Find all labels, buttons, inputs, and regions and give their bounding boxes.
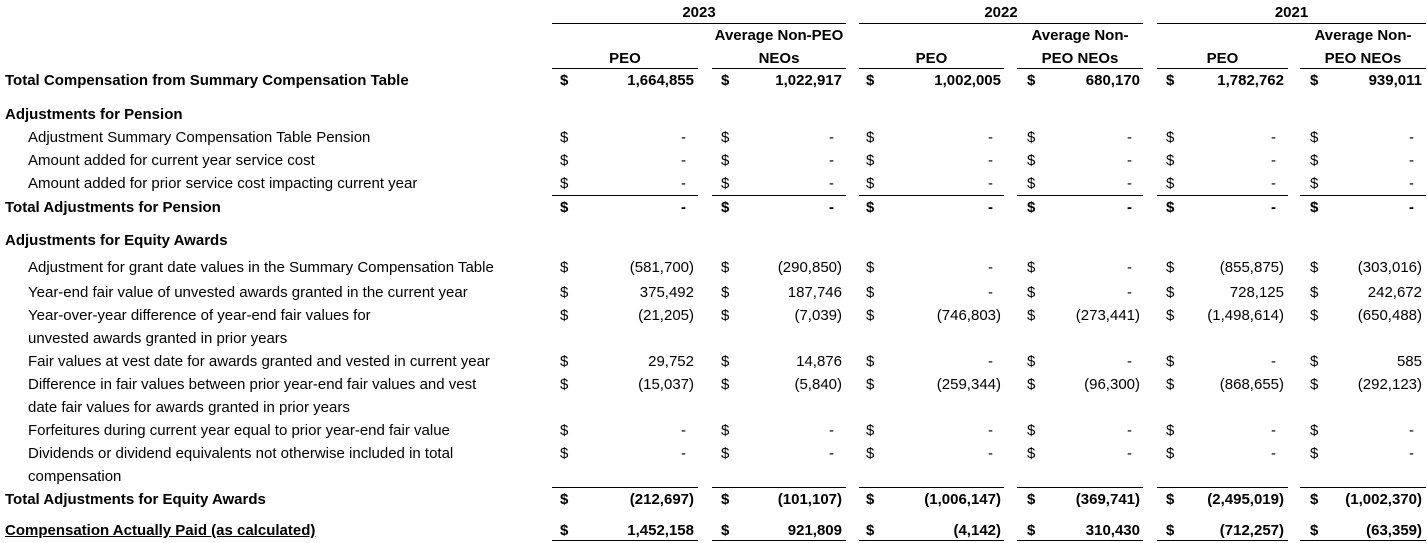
dollar-sign: $	[1310, 129, 1319, 146]
amount-cell: -	[1271, 175, 1276, 192]
dollar-sign: $	[721, 445, 730, 462]
column-underline	[552, 540, 698, 541]
amount-cell: (101,107)	[777, 491, 842, 508]
dollar-sign: $	[560, 152, 569, 169]
dollar-sign: $	[1166, 152, 1175, 169]
year-header-rule	[859, 23, 1143, 24]
amount-cell: -	[988, 152, 993, 169]
column-underline	[859, 540, 1004, 541]
dollar-sign: $	[1310, 175, 1319, 192]
column-underline	[712, 540, 846, 541]
row-label: Adjustments for Equity Awards	[5, 232, 228, 249]
dollar-sign: $	[721, 353, 730, 370]
amount-cell: -	[681, 175, 686, 192]
amount-cell: -	[1127, 353, 1132, 370]
dollar-sign: $	[866, 491, 875, 508]
amount-cell: 939,011	[1368, 72, 1422, 89]
dollar-sign: $	[1027, 353, 1036, 370]
dollar-sign: $	[1310, 491, 1319, 508]
dollar-sign: $	[560, 72, 569, 89]
row-label: Fair values at vest date for awards granted and vested in current year	[28, 353, 490, 370]
amount-cell: -	[1271, 129, 1276, 146]
dollar-sign: $	[866, 522, 875, 539]
dollar-sign: $	[1166, 199, 1175, 216]
row-label: Total Compensation from Summary Compensation Table	[5, 72, 409, 89]
amount-cell: 1,002,005	[934, 72, 1001, 89]
dollar-sign: $	[560, 129, 569, 146]
amount-cell: -	[1127, 445, 1132, 462]
dollar-sign: $	[866, 422, 875, 439]
amount-cell: -	[988, 422, 993, 439]
amount-cell: (4,142)	[953, 522, 1001, 539]
row-label: Adjustment Summary Compensation Table Pension	[28, 129, 371, 146]
neo-column-header-line1: Average Non-	[1031, 27, 1129, 44]
amount-cell: (746,803)	[936, 307, 1001, 324]
dollar-sign: $	[1027, 284, 1036, 301]
amount-cell: 680,170	[1085, 72, 1140, 89]
amount-cell: -	[829, 175, 834, 192]
dollar-sign: $	[721, 522, 730, 539]
dollar-sign: $	[1166, 491, 1175, 508]
column-rule	[712, 195, 846, 196]
column-rule	[1300, 487, 1426, 488]
dollar-sign: $	[1027, 175, 1036, 192]
row-label: Year-over-year difference of year-end fair values for	[28, 307, 371, 324]
dollar-sign: $	[721, 422, 730, 439]
column-rule	[712, 487, 846, 488]
dollar-sign: $	[1027, 522, 1036, 539]
row-label: Total Adjustments for Pension	[5, 199, 221, 216]
year-header: 2023	[682, 4, 716, 21]
column-rule	[859, 487, 1004, 488]
row-label: Difference in fair values between prior year-end fair values and vest	[28, 376, 477, 393]
dollar-sign: $	[560, 284, 569, 301]
row-label: Dividends or dividend equivalents not otherwise included in total	[28, 445, 454, 462]
peo-column-header: PEO	[915, 50, 948, 67]
year-header: 2021	[1274, 4, 1309, 21]
dollar-sign: $	[1166, 445, 1175, 462]
amount-cell: 14,876	[796, 353, 842, 370]
amount-cell: -	[829, 152, 834, 169]
dollar-sign: $	[721, 376, 730, 393]
amount-cell: -	[681, 445, 686, 462]
column-rule	[552, 487, 698, 488]
dollar-sign: $	[1310, 152, 1319, 169]
amount-cell: 1,022,917	[775, 72, 842, 89]
column-rule	[859, 68, 1004, 69]
amount-cell: -	[1127, 152, 1132, 169]
dollar-sign: $	[866, 199, 875, 216]
dollar-sign: $	[1027, 491, 1036, 508]
amount-cell: (273,441)	[1075, 307, 1140, 324]
dollar-sign: $	[721, 259, 730, 276]
amount-cell: (1,002,370)	[1345, 491, 1422, 508]
dollar-sign: $	[866, 445, 875, 462]
amount-cell: -	[1409, 422, 1414, 439]
row-label: Total Adjustments for Equity Awards	[5, 491, 266, 508]
amount-cell: -	[829, 445, 834, 462]
amount-cell: (292,123)	[1357, 376, 1422, 393]
amount-cell: -	[1127, 422, 1132, 439]
column-rule	[552, 68, 698, 69]
dollar-sign: $	[1027, 422, 1036, 439]
dollar-sign: $	[560, 491, 569, 508]
column-underline	[1017, 540, 1143, 541]
amount-cell: (290,850)	[777, 259, 842, 276]
amount-cell: 585	[1396, 353, 1422, 370]
year-header-rule	[552, 23, 846, 24]
dollar-sign: $	[1310, 522, 1319, 539]
row-label: Adjustments for Pension	[5, 106, 183, 123]
dollar-sign: $	[1166, 353, 1175, 370]
dollar-sign: $	[1027, 72, 1036, 89]
amount-cell: (15,037)	[638, 376, 694, 393]
dollar-sign: $	[1027, 152, 1036, 169]
dollar-sign: $	[721, 284, 730, 301]
amount-cell: -	[1409, 129, 1414, 146]
dollar-sign: $	[866, 284, 875, 301]
amount-cell: (2,495,019)	[1207, 491, 1284, 508]
amount-cell: 1,664,855	[627, 72, 694, 89]
dollar-sign: $	[721, 129, 730, 146]
peo-column-header: PEO	[609, 50, 641, 67]
dollar-sign: $	[1310, 422, 1319, 439]
amount-cell: -	[1271, 152, 1276, 169]
amount-cell: -	[681, 422, 686, 439]
amount-cell: (21,205)	[638, 307, 694, 324]
dollar-sign: $	[1310, 72, 1319, 89]
dollar-sign: $	[721, 199, 730, 216]
column-rule	[1300, 68, 1426, 69]
dollar-sign: $	[1310, 199, 1319, 216]
amount-cell: -	[829, 199, 834, 216]
amount-cell: (855,875)	[1219, 259, 1284, 276]
amount-cell: 29,752	[648, 353, 694, 370]
column-rule	[1017, 68, 1143, 69]
amount-cell: 1,452,158	[627, 522, 694, 539]
amount-cell: (581,700)	[629, 259, 694, 276]
amount-cell: -	[1127, 175, 1132, 192]
amount-cell: -	[1409, 199, 1414, 216]
amount-cell: -	[988, 129, 993, 146]
amount-cell: (650,488)	[1357, 307, 1422, 324]
amount-cell: (96,300)	[1084, 376, 1140, 393]
amount-cell: (868,655)	[1219, 376, 1284, 393]
dollar-sign: $	[1027, 199, 1036, 216]
peo-column-header: PEO	[1206, 50, 1239, 67]
dollar-sign: $	[866, 259, 875, 276]
dollar-sign: $	[1027, 445, 1036, 462]
dollar-sign: $	[1310, 376, 1319, 393]
column-rule	[1017, 195, 1143, 196]
amount-cell: 728,125	[1229, 284, 1284, 301]
amount-cell: -	[1271, 445, 1276, 462]
amount-cell: 921,809	[787, 522, 842, 539]
amount-cell: -	[988, 284, 993, 301]
dollar-sign: $	[866, 72, 875, 89]
dollar-sign: $	[1027, 307, 1036, 324]
dollar-sign: $	[1310, 307, 1319, 324]
amount-cell: (259,344)	[936, 376, 1001, 393]
column-rule	[859, 195, 1004, 196]
column-rule	[1157, 487, 1288, 488]
amount-cell: 375,492	[639, 284, 694, 301]
amount-cell: 310,430	[1085, 522, 1140, 539]
amount-cell: 1,782,762	[1217, 72, 1284, 89]
amount-cell: (712,257)	[1219, 522, 1284, 539]
amount-cell: -	[1271, 199, 1276, 216]
amount-cell: -	[1271, 353, 1276, 370]
amount-cell: -	[1271, 422, 1276, 439]
column-rule	[1157, 68, 1288, 69]
row-label: Year-end fair value of unvested awards granted in the current year	[28, 284, 468, 301]
amount-cell: (369,741)	[1075, 491, 1140, 508]
dollar-sign: $	[1166, 284, 1175, 301]
amount-cell: (303,016)	[1357, 259, 1422, 276]
row-label: Amount added for prior service cost impacting current year	[28, 175, 418, 192]
amount-cell: -	[1127, 259, 1132, 276]
dollar-sign: $	[1166, 175, 1175, 192]
dollar-sign: $	[721, 307, 730, 324]
amount-cell: (1,498,614)	[1207, 307, 1284, 324]
dollar-sign: $	[721, 152, 730, 169]
amount-cell: -	[988, 353, 993, 370]
amount-cell: -	[1409, 445, 1414, 462]
dollar-sign: $	[1310, 445, 1319, 462]
year-header: 2022	[984, 4, 1018, 21]
dollar-sign: $	[1166, 522, 1175, 539]
amount-cell: -	[1127, 199, 1132, 216]
dollar-sign: $	[866, 353, 875, 370]
neo-column-header-line2: PEO NEOs	[1041, 50, 1119, 67]
dollar-sign: $	[560, 376, 569, 393]
dollar-sign: $	[560, 353, 569, 370]
amount-cell: -	[988, 199, 993, 216]
dollar-sign: $	[866, 307, 875, 324]
row-label: Adjustment for grant date values in the Summary Compensation Table	[28, 259, 494, 276]
column-underline	[1157, 540, 1288, 541]
dollar-sign: $	[560, 445, 569, 462]
dollar-sign: $	[1166, 72, 1175, 89]
amount-cell: (7,039)	[794, 307, 842, 324]
amount-cell: -	[1409, 175, 1414, 192]
dollar-sign: $	[1166, 129, 1175, 146]
dollar-sign: $	[560, 199, 569, 216]
dollar-sign: $	[1310, 353, 1319, 370]
amount-cell: (1,006,147)	[924, 491, 1001, 508]
row-label: unvested awards granted in prior years	[28, 330, 288, 347]
dollar-sign: $	[560, 422, 569, 439]
dollar-sign: $	[866, 152, 875, 169]
row-label: compensation	[28, 468, 122, 485]
dollar-sign: $	[560, 259, 569, 276]
dollar-sign: $	[866, 175, 875, 192]
neo-column-header-line2: PEO NEOs	[1324, 50, 1402, 67]
dollar-sign: $	[560, 175, 569, 192]
year-header-rule	[1157, 23, 1426, 24]
column-rule	[1017, 487, 1143, 488]
dollar-sign: $	[560, 307, 569, 324]
neo-column-header-line1: Average Non-	[1314, 27, 1412, 44]
amount-cell: -	[829, 129, 834, 146]
amount-cell: -	[1127, 284, 1132, 301]
dollar-sign: $	[560, 522, 569, 539]
column-underline	[1300, 540, 1426, 541]
amount-cell: -	[1409, 152, 1414, 169]
column-rule	[712, 68, 846, 69]
row-label: Compensation Actually Paid (as calculated)	[5, 522, 316, 539]
amount-cell: -	[1127, 129, 1132, 146]
dollar-sign: $	[1166, 422, 1175, 439]
dollar-sign: $	[1166, 307, 1175, 324]
amount-cell: -	[681, 199, 686, 216]
neo-column-header-line1: Average Non-PEO	[714, 27, 844, 44]
amount-cell: (5,840)	[794, 376, 842, 393]
dollar-sign: $	[721, 72, 730, 89]
dollar-sign: $	[1027, 129, 1036, 146]
amount-cell: (212,697)	[629, 491, 694, 508]
amount-cell: 187,746	[787, 284, 842, 301]
column-rule	[552, 195, 698, 196]
column-rule	[1300, 195, 1426, 196]
dollar-sign: $	[1166, 376, 1175, 393]
column-rule	[1157, 195, 1288, 196]
amount-cell: -	[681, 129, 686, 146]
dollar-sign: $	[866, 376, 875, 393]
row-label: date fair values for awards granted in prior years	[28, 399, 350, 416]
amount-cell: (63,359)	[1366, 522, 1422, 539]
amount-cell: -	[988, 175, 993, 192]
amount-cell: -	[829, 422, 834, 439]
row-label: Amount added for current year service cost	[28, 152, 315, 169]
amount-cell: -	[988, 445, 993, 462]
dollar-sign: $	[1310, 284, 1319, 301]
row-label: Forfeitures during current year equal to prior year-end fair value	[28, 422, 450, 439]
dollar-sign: $	[721, 175, 730, 192]
dollar-sign: $	[1166, 259, 1175, 276]
dollar-sign: $	[1027, 259, 1036, 276]
amount-cell: -	[681, 152, 686, 169]
neo-column-header-line2: NEOs	[758, 50, 800, 67]
amount-cell: -	[988, 259, 993, 276]
dollar-sign: $	[721, 491, 730, 508]
dollar-sign: $	[866, 129, 875, 146]
dollar-sign: $	[1310, 259, 1319, 276]
amount-cell: 242,672	[1367, 284, 1422, 301]
dollar-sign: $	[1027, 376, 1036, 393]
